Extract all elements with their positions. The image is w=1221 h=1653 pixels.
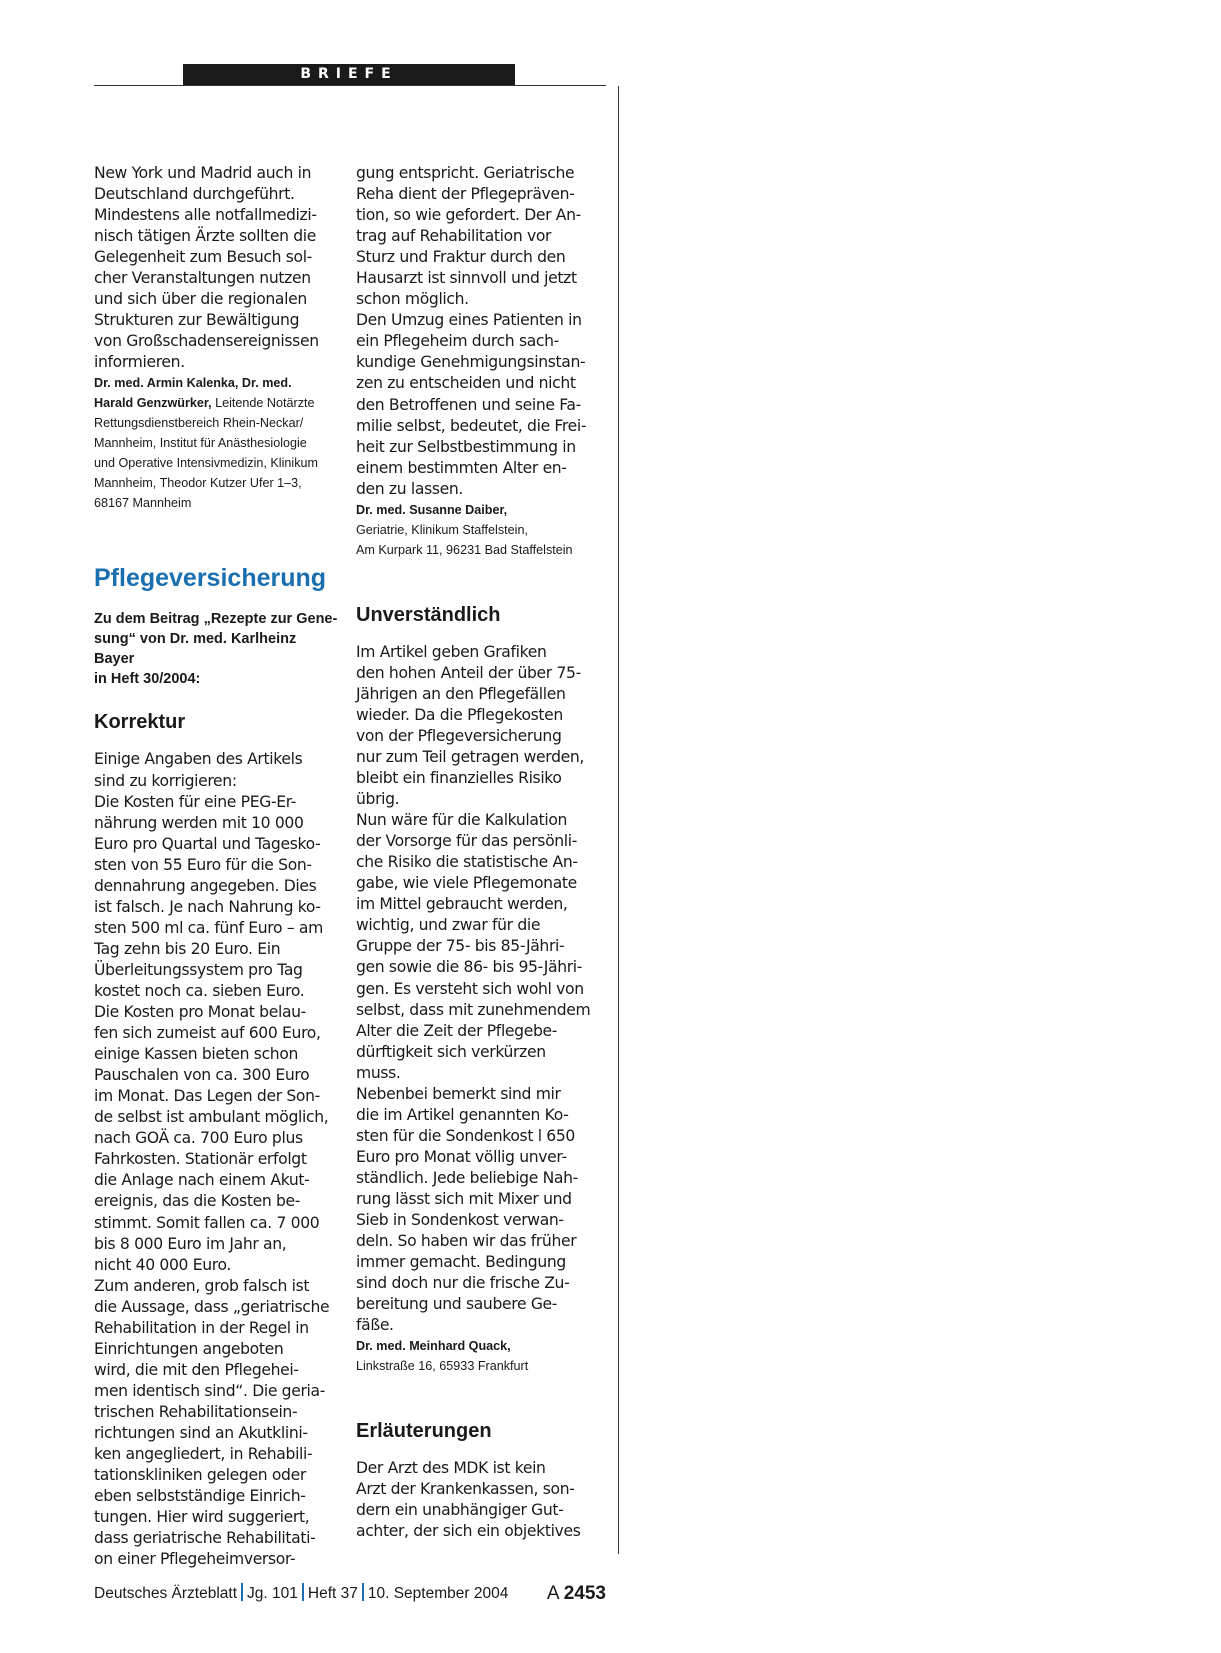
- page-number-value: 2453: [563, 1583, 606, 1604]
- continued-letter-text: New York und Madrid auch in Deutschland durchgeführt. Mindestens alle notfallmedizi- nisch tätigen Ärzte sollten die Gelegenheit zum Besuch sol- cher Veranstaltungen nutzen und sich über die regionalen Strukturen zur Bewältigung von Großschadensereignissen informieren.: [94, 164, 319, 372]
- right-column: [356, 163, 602, 1542]
- signature-name: Dr. med. Armin Kalenka, Dr. med.: [94, 376, 292, 391]
- article-reference: Zu dem Beitrag „Rezepte zur Gene- sung“ von Dr. med. Karlheinz Bayer in Heft 30/2004:: [94, 611, 338, 688]
- signature-affiliation: Linkstraße 16, 65933 Frankfurt: [356, 1359, 529, 1374]
- letter-body-korrektur: Einige Angaben des Artikels sind zu korrigieren: Die Kosten für eine PEG-Er- nährung werden mit 10 000 Euro pro Quartal und Tagesko- sten von 55 Euro für die Son- dennahrung angegeben. Dies ist falsch. Je nach Nahrung ko- sten 500 ml ca. fünf Euro – am Tag zehn bis 20 Euro. Ein Überleitungssystem pro Tag kostet noch ca. sieben Euro. Die Kosten pro Monat belau- fen sich zumeist auf 600 Euro, einige Kassen bieten schon Pauschalen von ca. 300 Euro im Monat. Das Legen der Son- de selbst ist ambulant möglich, nach GOÄ ca. 700 Euro plus Fahrkosten. Stationär erfolgt die Anlage nach einem Akut- ereignis, das die Kosten be- stimmt. Somit fallen ca. 7 000 bis 8 000 Euro im Jahr an, nicht 40 000 Euro. Zum anderen, grob falsch ist die Aussage, dass „geriatrische Rehabilitation in der Regel in Einrichtungen angeboten wird, die mit den Pflegehei- men identisch sind“. Die geria- trischen Rehabilitationsein- richtungen sind an Akutklini- ken angegliedert, in Rehabili- tationskliniken gelegen oder eben selbstständige Einrich- tungen. Hier wird suggeriert, dass geriatrische Rehabilitati- on einer Pflegeheimversor-: [94, 750, 330, 1569]
- signature-affiliation: Leitende Notärzte Rettungsdienstbereich Rhein-Neckar/ Mannheim, Institut für Anästhesiologie und Operative Intensivmedizin, Klinikum Mannheim, Theodor Kutzer Ufer 1–3, 68167 Mannheim: [94, 396, 318, 511]
- footer-separator: [241, 1583, 243, 1601]
- section-title: Pflegeversicherung: [94, 564, 327, 593]
- signature-affiliation: Geriatrie, Klinikum Staffelstein, Am Kurpark 11, 96231 Bad Staffelstein: [356, 522, 573, 557]
- signature-name: Dr. med. Meinhard Quack,: [356, 1339, 511, 1354]
- signature-daiber: [356, 500, 602, 560]
- page-number: [547, 1582, 606, 1606]
- signature-name: Dr. med. Susanne Daiber,: [356, 502, 508, 517]
- footer-separator: [362, 1583, 364, 1601]
- journal-volume: Jg. 101: [247, 1585, 298, 1602]
- header-rule: [94, 85, 606, 86]
- page-prefix: A: [546, 1583, 559, 1604]
- journal-issue: Heft 37: [307, 1585, 358, 1602]
- signature-quack: [356, 1336, 602, 1376]
- issue-date: 10. September 2004: [367, 1585, 509, 1602]
- signature-kalenka: [94, 373, 340, 513]
- letter-title-korrektur: Korrektur: [94, 711, 186, 734]
- letter-body-erlaeuterungen: Der Arzt des MDK ist kein Arzt der Krankenkassen, son- dern ein unabhängiger Gut- achter, der sich ein objektives: [356, 1459, 581, 1541]
- letter-title-unverstaendlich: Unverständlich: [356, 603, 501, 626]
- column-rule: [618, 86, 619, 1554]
- journal-name: Deutsches Ärzteblatt: [94, 1585, 238, 1602]
- left-column: [94, 163, 340, 1570]
- section-header-bar: BRIEFE: [183, 64, 515, 85]
- continued-letter-text: gung entspricht. Geriatrische Reha dient der Pflegepräven- tion, so wie gefordert. Der An- trag auf Rehabilitation vor Sturz und Fraktur durch den Hausarzt ist sinnvoll und jetzt schon möglich. Den Umzug eines Patienten in ein Pflegeheim durch sach- kundige Genehmigungsinstan- zen zu entscheiden und nicht den Betroffenen und seine Fa- milie selbst, bedeutet, die Frei- heit zur Selbstbestimmung in einem bestimmten Alter en- den zu lassen.: [356, 164, 587, 498]
- letter-title-erlaeuterungen: Erläuterungen: [356, 1420, 492, 1443]
- footer-separator: [302, 1583, 304, 1601]
- letter-body-unverstaendlich: Im Artikel geben Grafiken den hohen Anteil der über 75- Jährigen an den Pflegefällen wieder. Da die Pflegekosten von der Pflegeversicherung nur zum Teil getragen werden, bleibt ein finanzielles Risiko übrig. Nun wäre für die Kalkulation der Vorsorge für das persönli- che Risiko die statistische An- gabe, wie viele Pflegemonate im Mittel gebraucht werden, wichtig, und zwar für die Gruppe der 75- bis 85-Jähri- gen sowie die 86- bis 95-Jähri- gen. Es versteht sich wohl von selbst, dass mit zunehmendem Alter die Zeit der Pflegebe- dürftigkeit sich verkürzen muss. Nebenbei bemerkt sind mir die im Artikel genannten Ko- sten für die Sondenkost l 650 Euro pro Monat völlig unver- ständlich. Jede beliebige Nah- rung lässt sich mit Mixer und Sieb in Sondenkost verwan- deln. So haben wir das früher immer gemacht. Bedingung sind doch nur die frische Zu- bereitung und saubere Ge- fäße.: [356, 642, 591, 1335]
- page-footer: [94, 1582, 606, 1606]
- signature-name: Harald Genzwürker,: [94, 396, 212, 411]
